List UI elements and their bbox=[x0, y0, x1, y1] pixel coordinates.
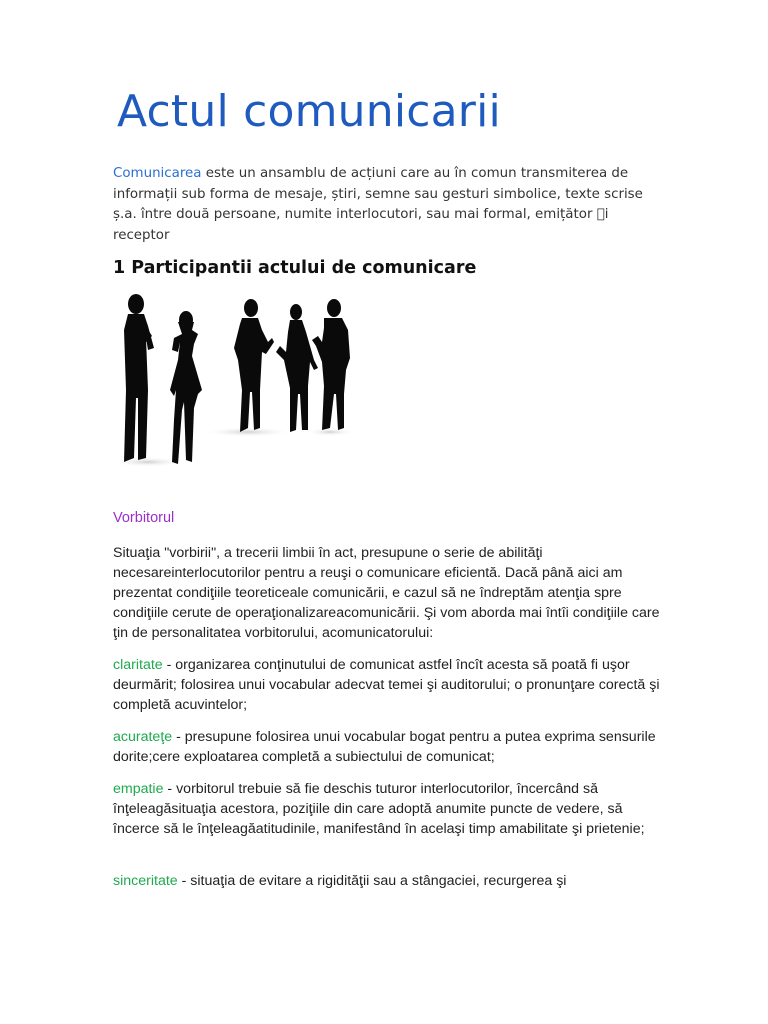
quality-term: empatie bbox=[113, 781, 164, 797]
main-paragraph: Situaţia "vorbirii", a trecerii limbii în act, presupune o serie de abilităţi necesareinterlocutorilor pentru a reuşi o comunicare eficientă. Dacă până aici am prezentat condiţiile teoreticeale comunicării, e cazul să ne îndreptăm atenţia spre condiţiile cerute de operaţionalizareacomunicării. Şi vom aborda mai întîi condiţiile care ţin de personalitatea vorbitorului, acomunicatorului: bbox=[113, 545, 660, 641]
intro-paragraph bbox=[113, 164, 658, 246]
quality-text: - organizarea conţinutului de comunicat astfel încît acesta să poată fi uşor deurmărit; folosirea unui vocabular adecvat temei şi auditorului; o pronunţare corectă şi completă acuvintelor; bbox=[113, 657, 660, 713]
quality-sinceritate bbox=[113, 871, 661, 891]
intro-text: este un ansamblu de acțiuni care au în comun transmiterea de informații sub forma de mesaje, știri, semne sau gesturi simbolice, texte scrise ș.a. între două persoane, numite interlocutori, sau mai formal, emițător i receptor bbox=[113, 166, 643, 243]
quality-term: sinceritate bbox=[113, 873, 178, 889]
subheading-vorbitorul: Vorbitorul bbox=[113, 510, 175, 526]
people-talking-silhouettes-icon bbox=[108, 290, 360, 470]
quality-text: - vorbitorul trebuie să fie deschis tuturor interlocutorilor, încercând să înţeleagăsituaţia acestora, poziţiile din care adoptă anumite puncte de vedere, să încerce să le înţeleagăatitudinile, manifestând în acelaşi timp amabilitate şi prietenie; bbox=[113, 781, 645, 837]
quality-term: acurateţe bbox=[113, 729, 173, 745]
quality-text: - presupune folosirea unui vocabular bogat pentru a putea exprima sensurile dorite;cere exploatarea completă a subiectului de comunicat; bbox=[113, 729, 656, 765]
intro-term: Comunicarea bbox=[113, 166, 202, 181]
section-heading: 1 Participantii actului de comunicare bbox=[113, 258, 477, 278]
quality-text: - situaţia de evitare a rigidităţii sau a stângaciei, recurgerea şi bbox=[177, 873, 567, 889]
quality-claritate bbox=[113, 655, 661, 715]
quality-term: claritate bbox=[113, 657, 163, 673]
page-title: Actul comunicarii bbox=[117, 86, 501, 137]
quality-acuratete bbox=[113, 727, 661, 767]
quality-empatie bbox=[113, 779, 661, 839]
